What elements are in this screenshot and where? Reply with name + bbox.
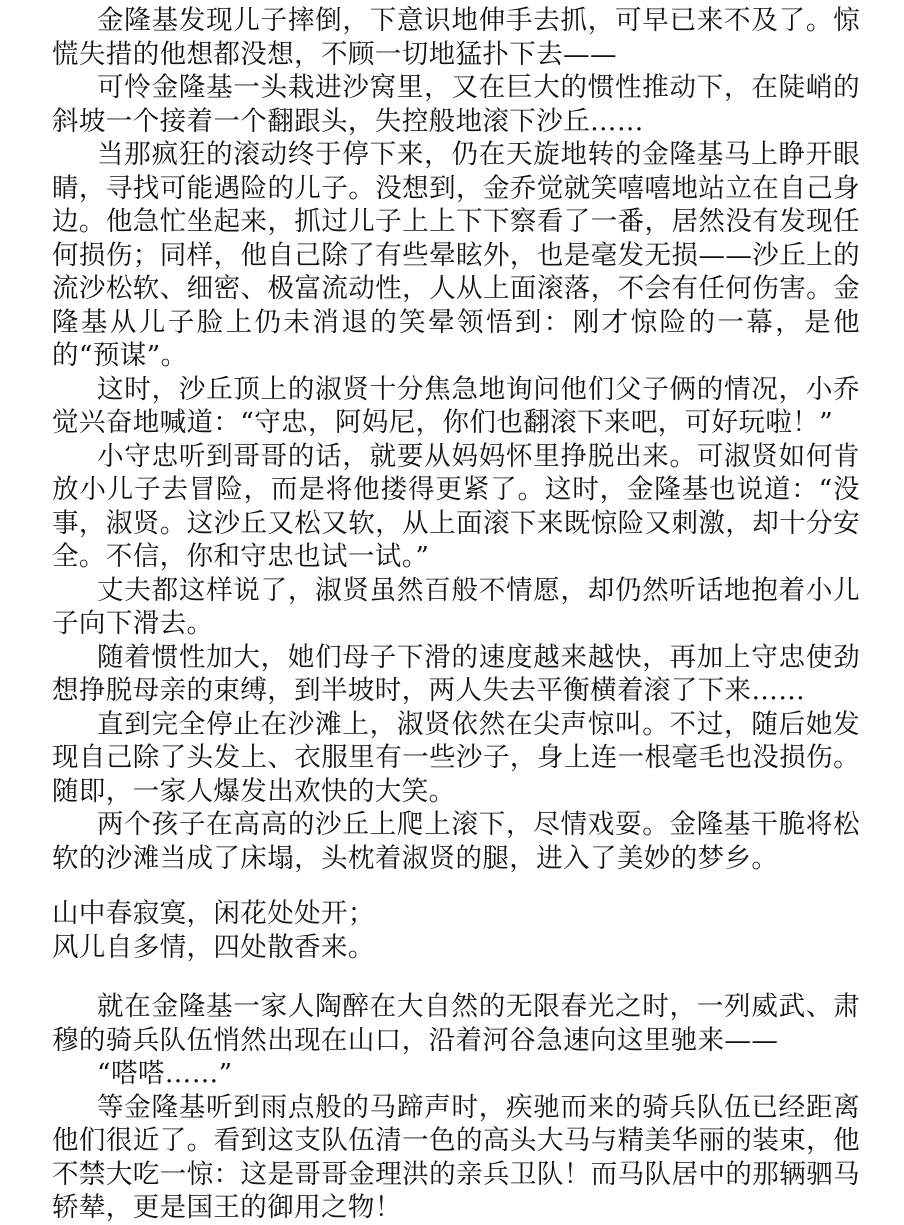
paragraph: “嗒嗒……” [97, 1058, 233, 1089]
paragraph: 小守忠听到哥哥的话，就要从妈妈怀里挣脱出来。可淑贤如何肯放小儿子去冒险，而是将他搂得更紧了。这时，金隆基也说道：“没事，淑贤。这沙丘又松又软，从上面滚下来既惊险又刺激，却十分安全。不信，你和守忠也试一试。” [52, 440, 860, 572]
paragraph: 金隆基发现儿子摔倒，下意识地伸手去抓，可早已来不及了。惊慌失措的他想都没想，不顾一切地猛扑下去—— [52, 5, 860, 70]
poem-line: 山中春寂寞，闲花处处开； [52, 898, 375, 929]
paragraph: 等金隆基听到雨点般的马蹄声时，疾驰而来的骑兵队伍已经距离他们很近了。看到这支队伍清一色的高头大马与精美华丽的装束，他不禁大吃一惊：这是哥哥金理洪的亲兵卫队！而马队居中的那辆驷马轿辇，更是国王的御用之物！ [52, 1091, 860, 1223]
paragraph: 丈夫都这样说了，淑贤虽然百般不情愿，却仍然听话地抱着小儿子向下滑去。 [52, 574, 860, 639]
paragraph: 随着惯性加大，她们母子下滑的速度越来越快，再加上守忠使劲想挣脱母亲的束缚，到半坡时，两人失去平衡横着滚了下来…… [52, 641, 860, 706]
paragraph: 这时，沙丘顶上的淑贤十分焦急地询问他们父子俩的情况，小乔觉兴奋地喊道：“守忠，阿妈尼，你们也翻滚下来吧，可好玩啦！” [52, 373, 860, 438]
document-page [52, 4, 860, 1225]
paragraph: 就在金隆基一家人陶醉在大自然的无限春光之时，一列威武、肃穆的骑兵队伍悄然出现在山口，沿着河谷急速向这里驰来—— [52, 991, 860, 1056]
paragraph: 直到完全停止在沙滩上，淑贤依然在尖声惊叫。不过，随后她发现自己除了头发上、衣服里有一些沙子，身上连一根毫毛也没损伤。随即，一家人爆发出欢快的大笑。 [52, 708, 860, 807]
poem-line: 风儿自多情，四处散香来。 [52, 931, 375, 963]
paragraph: 当那疯狂的滚动终于停下来，仍在天旋地转的金隆基马上睁开眼睛，寻找可能遇险的儿子。没想到，金乔觉就笑嘻嘻地站立在自己身边。他急忙坐起来，抓过儿子上上下下察看了一番，居然没有发现任何损伤；同样，他自己除了有些晕眩外，也是毫发无损——沙丘上的流沙松软、细密、极富流动性，人从上面滚落，不会有任何伤害。金隆基从儿子脸上仍未消退的笑晕领悟到：刚才惊险的一幕，是他的“预谋”。 [52, 139, 860, 371]
poem [52, 897, 860, 964]
paragraph: 可怜金隆基一头栽进沙窝里，又在巨大的惯性推动下，在陡峭的斜坡一个接着一个翻跟头，失控般地滚下沙丘…… [52, 72, 860, 137]
paragraph: 两个孩子在高高的沙丘上爬上滚下，尽情戏耍。金隆基干脆将松软的沙滩当成了床塌，头枕着淑贤的腿，进入了美妙的梦乡。 [52, 809, 860, 874]
